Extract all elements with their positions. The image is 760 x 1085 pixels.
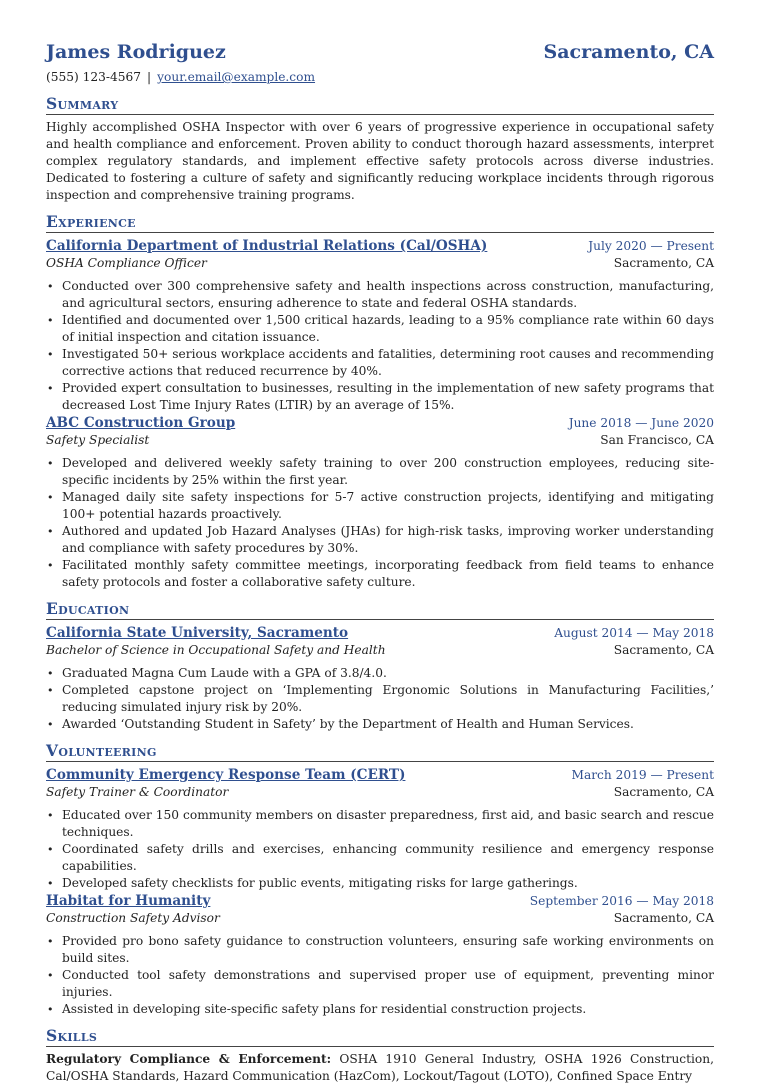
contact-separator: | bbox=[147, 70, 152, 84]
volunteering-entry bbox=[46, 766, 714, 892]
bullet-item: • Identified and documented over 1,500 critical hazards, leading to a 95% compliance rate within 60 days of initial inspection and citation issuance. bbox=[62, 312, 714, 346]
volunteering-bullets bbox=[46, 933, 714, 1018]
volunteering-entry bbox=[46, 892, 714, 1018]
resume-header bbox=[46, 40, 714, 64]
bullet-item: • Authored and updated Job Hazard Analyses (JHAs) for high-risk tasks, improving worker understanding and compliance with safety procedures by 30%. bbox=[62, 523, 714, 557]
experience-bullets bbox=[46, 278, 714, 414]
experience-date: June 2018 — June 2020 bbox=[568, 416, 714, 430]
skills-line bbox=[46, 1051, 714, 1085]
experience-org[interactable]: ABC Construction Group bbox=[46, 415, 236, 431]
volunteering-location: Sacramento, CA bbox=[613, 785, 714, 799]
bullet-item: • Awarded ‘Outstanding Student in Safety’ by the Department of Health and Human Services. bbox=[62, 716, 714, 733]
bullet-item: • Provided pro bono safety guidance to construction volunteers, ensuring safe working environments on build sites. bbox=[62, 933, 714, 967]
bullet-item: • Graduated Magna Cum Laude with a GPA of 3.8/4.0. bbox=[62, 665, 714, 682]
skills-category-text: OSHA 1910 General Industry, OSHA 1926 Construction, Cal/OSHA Standards, Hazard Communication (HazCom), Lockout/Tagout (LOTO), Confined Space Entry bbox=[46, 1052, 714, 1083]
bullet-item: • Developed safety checklists for public events, mitigating risks for large gatherings. bbox=[62, 875, 714, 892]
experience-location: Sacramento, CA bbox=[613, 256, 714, 270]
education-heading: Education bbox=[46, 599, 714, 620]
experience-org[interactable]: California Department of Industrial Relations (Cal/OSHA) bbox=[46, 238, 488, 254]
volunteering-location: Sacramento, CA bbox=[613, 911, 714, 925]
candidate-name: James Rodriguez bbox=[46, 41, 226, 63]
bullet-item: • Conducted tool safety demonstrations and supervised proper use of equipment, preventing minor injuries. bbox=[62, 967, 714, 1001]
education-location: Sacramento, CA bbox=[613, 643, 714, 657]
volunteering-role: Safety Trainer & Coordinator bbox=[46, 785, 229, 799]
volunteering-heading: Volunteering bbox=[46, 741, 714, 762]
bullet-item: • Completed capstone project on ‘Implementing Ergonomic Solutions in Manufacturing Facilities,’ reducing simulated injury risk by 20%. bbox=[62, 682, 714, 716]
education-bullets bbox=[46, 665, 714, 733]
skills-heading: Skills bbox=[46, 1026, 714, 1047]
candidate-location: Sacramento, CA bbox=[543, 41, 714, 63]
bullet-item: • Coordinated safety drills and exercises, enhancing community resilience and emergency response capabilities. bbox=[62, 841, 714, 875]
bullet-item: • Developed and delivered weekly safety training to over 200 construction employees, reducing site-specific incidents by 25% within the first year. bbox=[62, 455, 714, 489]
volunteering-date: March 2019 — Present bbox=[571, 768, 714, 782]
experience-entry bbox=[46, 237, 714, 414]
summary-heading: Summary bbox=[46, 94, 714, 115]
experience-bullets bbox=[46, 455, 714, 591]
education-date: August 2014 — May 2018 bbox=[554, 626, 714, 640]
volunteering-org[interactable]: Habitat for Humanity bbox=[46, 893, 211, 909]
bullet-item: • Conducted over 300 comprehensive safety and health inspections across construction, manufacturing, and agricultural sectors, ensuring adherence to state and federal OSHA standards. bbox=[62, 278, 714, 312]
volunteering-org[interactable]: Community Emergency Response Team (CERT) bbox=[46, 767, 406, 783]
bullet-item: • Facilitated monthly safety committee meetings, incorporating feedback from field teams to enhance safety protocols and foster a collaborative safety culture. bbox=[62, 557, 714, 591]
experience-heading: Experience bbox=[46, 212, 714, 233]
bullet-item: • Investigated 50+ serious workplace accidents and fatalities, determining root causes and recommending corrective actions that reduced recurrence by 40%. bbox=[62, 346, 714, 380]
bullet-item: • Educated over 150 community members on disaster preparedness, first aid, and basic search and rescue techniques. bbox=[62, 807, 714, 841]
contact-line bbox=[46, 69, 714, 86]
summary-text: Highly accomplished OSHA Inspector with over 6 years of progressive experience in occupational safety and health compliance and enforcement. Proven ability to conduct thorough hazard assessments, interpret complex regulatory standards, and implement effective safety protocols across diverse industries. Dedicated to fostering a culture of safety and significantly reducing workplace incidents through rigorous inspection and comprehensive training programs. bbox=[46, 120, 714, 202]
volunteering-bullets bbox=[46, 807, 714, 892]
education-degree: Bachelor of Science in Occupational Safety and Health bbox=[46, 643, 386, 657]
education-entry bbox=[46, 624, 714, 733]
education-school[interactable]: California State University, Sacramento bbox=[46, 625, 349, 641]
experience-entry bbox=[46, 414, 714, 591]
email-link[interactable]: your.email@example.com bbox=[157, 70, 316, 84]
volunteering-date: September 2016 — May 2018 bbox=[529, 894, 714, 908]
phone-number: (555) 123-4567 bbox=[46, 70, 142, 84]
bullet-item: • Provided expert consultation to businesses, resulting in the implementation of new safety programs that decreased Lost Time Injury Rates (LTIR) by an average of 15%. bbox=[62, 380, 714, 414]
experience-location: San Francisco, CA bbox=[600, 433, 714, 447]
skills-category-label: Regulatory Compliance & Enforcement: bbox=[46, 1052, 332, 1066]
bullet-item: • Managed daily site safety inspections for 5-7 active construction projects, identifying and mitigating 100+ potential hazards proactively. bbox=[62, 489, 714, 523]
volunteering-role: Construction Safety Advisor bbox=[46, 911, 220, 925]
experience-role: OSHA Compliance Officer bbox=[46, 256, 207, 270]
experience-date: July 2020 — Present bbox=[588, 239, 714, 253]
bullet-item: • Assisted in developing site-specific safety plans for residential construction projects. bbox=[62, 1001, 714, 1018]
experience-role: Safety Specialist bbox=[46, 433, 150, 447]
